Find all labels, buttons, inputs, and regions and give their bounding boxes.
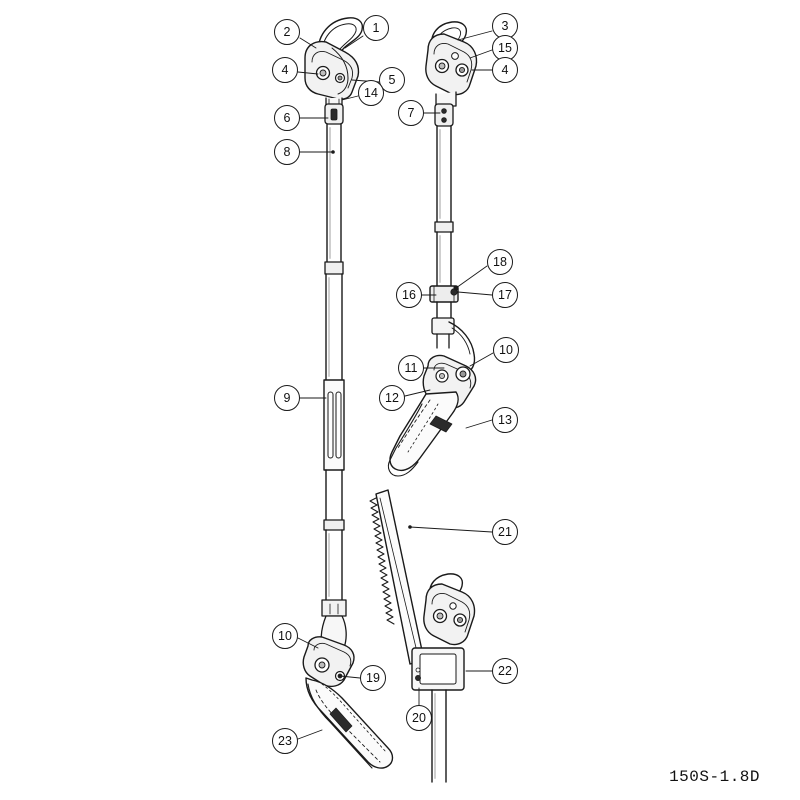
callout-20[interactable]: 20 [406, 705, 432, 731]
callout-23[interactable]: 23 [272, 728, 298, 754]
callout-4-right[interactable]: 4 [492, 57, 518, 83]
callout-19[interactable]: 19 [360, 665, 386, 691]
callout-5[interactable]: 5 [379, 67, 405, 93]
callout-8[interactable]: 8 [274, 139, 300, 165]
model-number-label: 150S-1.8D [669, 768, 760, 786]
pole-left [324, 104, 344, 600]
saw-head-bracket [412, 574, 475, 782]
callout-14[interactable]: 14 [358, 80, 384, 106]
upper-head-right [426, 22, 477, 106]
callout-11[interactable]: 11 [398, 355, 424, 381]
callout-6[interactable]: 6 [274, 105, 300, 131]
callout-16[interactable]: 16 [396, 282, 422, 308]
callout-15[interactable]: 15 [492, 35, 518, 61]
callout-4-left[interactable]: 4 [272, 57, 298, 83]
callout-9[interactable]: 9 [274, 385, 300, 411]
callout-18[interactable]: 18 [487, 249, 513, 275]
callout-22[interactable]: 22 [492, 658, 518, 684]
callout-7[interactable]: 7 [398, 100, 424, 126]
callout-10-left[interactable]: 10 [272, 623, 298, 649]
callout-3[interactable]: 3 [492, 13, 518, 39]
saw-blade [370, 490, 424, 664]
callout-10-right[interactable]: 10 [493, 337, 519, 363]
upper-head-left [305, 18, 362, 112]
callout-21[interactable]: 21 [492, 519, 518, 545]
callout-12[interactable]: 12 [379, 385, 405, 411]
pole-right [430, 104, 458, 348]
callout-17[interactable]: 17 [492, 282, 518, 308]
callout-1[interactable]: 1 [363, 15, 389, 41]
callout-13[interactable]: 13 [492, 407, 518, 433]
callout-2[interactable]: 2 [274, 19, 300, 45]
